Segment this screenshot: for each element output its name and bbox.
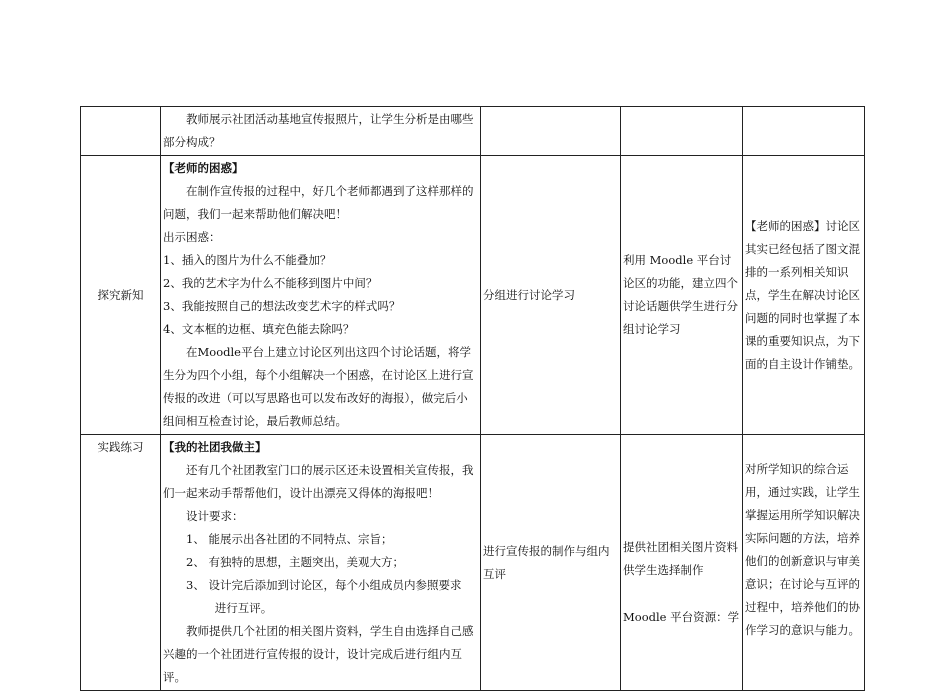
practice-r2: 2、 有独特的思想，主题突出，美观大方；: [186, 555, 404, 569]
explore-heading: 【老师的困惑】: [163, 161, 244, 175]
student-cell-empty: [481, 107, 621, 156]
practice-media1: 提供社团相关图片资料供学生选择制作: [623, 540, 738, 577]
table-row-practice: [81, 435, 865, 691]
stage-cell-practice: 实践练习: [81, 435, 161, 691]
intro-text: 教师展示社团活动基地宣传报照片，让学生分析是由哪些部分构成？: [163, 112, 474, 149]
content-cell-practice: [161, 435, 481, 691]
student-cell-explore: 分组进行讨论学习: [481, 156, 621, 435]
practice-r1: 1、 能展示出各社团的不同特点、宗旨；: [186, 532, 393, 546]
media-cell-explore: 利用 Moodle 平台讨论区的功能，建立四个讨论话题供学生进行分组讨论学习: [621, 156, 743, 435]
practice-heading: 【我的社团我做主】: [163, 440, 267, 454]
practice-media2: Moodle 平台资源：学: [623, 610, 740, 624]
student-cell-practice: 进行宣传报的制作与组内互评: [481, 435, 621, 691]
media-cell-empty: [621, 107, 743, 156]
content-cell-intro: [161, 107, 481, 156]
media-cell-practice: [621, 435, 743, 691]
practice-para1: 还有几个社团教室门口的展示区还未设置相关宣传报，我们一起来动手帮帮他们，设计出漂亮又得体的海报吧！: [163, 463, 474, 500]
explore-q4: 4、文本框的边框、填充色能去除吗？: [163, 322, 355, 336]
intent-cell-practice: [743, 435, 865, 691]
lesson-plan-table: [80, 106, 865, 691]
explore-para2: 在Moodle平台上建立讨论区列出这四个讨论话题，将学生分为四个小组，每个小组解决一个困惑，在讨论区上进行宣传报的改进（可以写思路也可以发布改好的海报），做完后小组间相互检查讨论，最后教师总结。: [163, 345, 474, 428]
table-row-explore: [81, 156, 865, 435]
practice-req: 设计要求：: [186, 509, 244, 523]
practice-intent: 对所学知识的综合运用，通过实践，让学生掌握运用所学知识解决实际问题的方法，培养他们的创新意识与审美意识；在讨论与互评的过程中，培养他们的协作学习的意识与能力。: [745, 462, 860, 637]
explore-q2: 2、我的艺术字为什么不能移到图片中间？: [163, 276, 378, 290]
explore-show: 出示困惑：: [163, 230, 221, 244]
table-row-intro: [81, 107, 865, 156]
stage-cell-explore: 探究新知: [81, 156, 161, 435]
explore-q1: 1、插入的图片为什么不能叠加？: [163, 253, 332, 267]
intent-cell-empty: [743, 107, 865, 156]
stage-cell-empty: [81, 107, 161, 156]
explore-para1: 在制作宣传报的过程中，好几个老师都遇到了这样那样的问题，我们一起来帮助他们解决吧！: [163, 184, 474, 221]
practice-para2: 教师提供几个社团的相关图片资料，学生自由选择自己感兴趣的一个社团进行宣传报的设计，设计完成后进行组内互评。: [163, 624, 474, 684]
explore-q3: 3、我能按照自己的想法改变艺术字的样式吗？: [163, 299, 401, 313]
content-cell-explore: [161, 156, 481, 435]
intent-cell-explore: 【老师的困惑】讨论区其实已经包括了图文混排的一系列相关知识点，学生在解决讨论区问题的同时也掌握了本课的重要知识点，为下面的自主设计作铺垫。: [743, 156, 865, 435]
practice-r3a: 3、 设计完后添加到讨论区，每个小组成员内参照要求: [186, 578, 462, 592]
practice-r3b: 进行互评。: [214, 601, 273, 615]
